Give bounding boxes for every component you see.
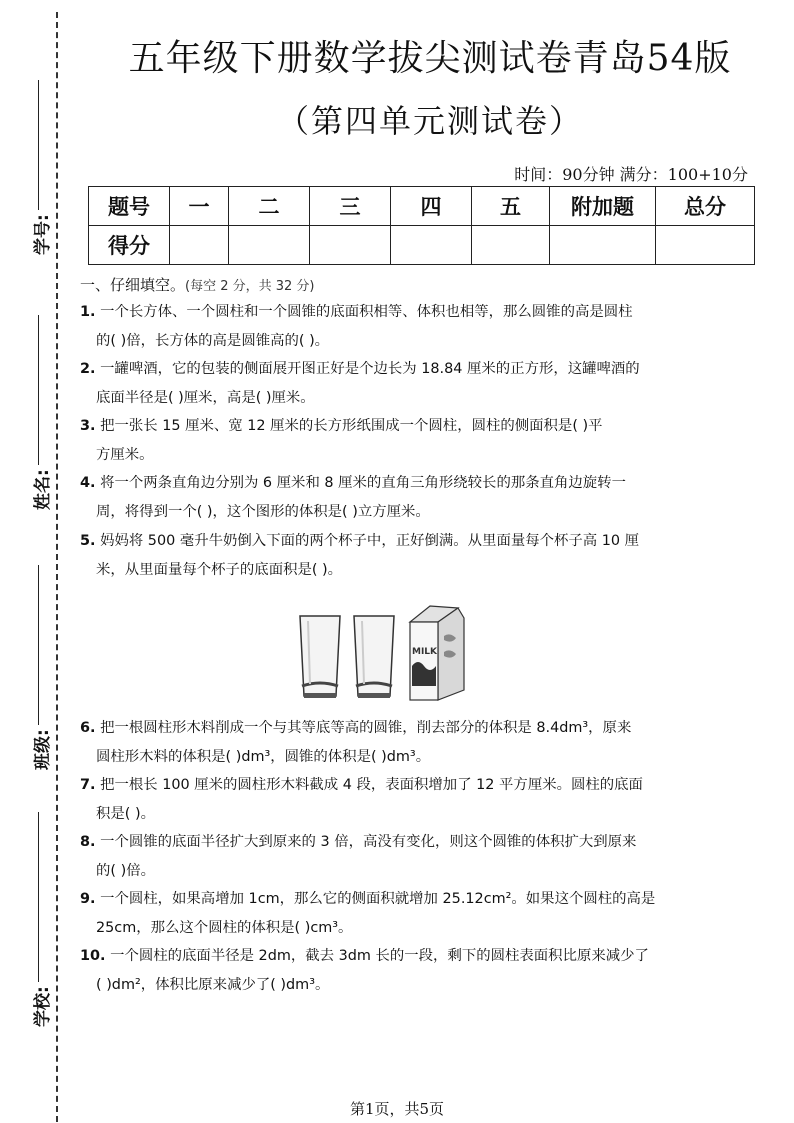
milk-carton-icon xyxy=(410,606,464,700)
section-note: (每空 2 分，共 32 分) xyxy=(185,279,315,294)
question-number: 8. xyxy=(80,834,96,850)
section-title: 一、仔细填空。 xyxy=(80,276,186,294)
score-header-cell: 附加题 xyxy=(550,187,656,226)
question-item xyxy=(80,771,692,829)
question-item xyxy=(80,355,692,413)
question-item xyxy=(80,714,692,772)
score-table-header-row xyxy=(89,187,755,226)
name-field[interactable] xyxy=(18,315,53,515)
question-text: 把一张长 15 厘米、宽 12 厘米的长方形纸围成一个圆柱，圆柱的侧面积是( )平 xyxy=(100,418,603,434)
score-cell[interactable] xyxy=(656,226,755,265)
question-item xyxy=(80,942,692,1000)
binding-strip xyxy=(0,0,62,1123)
question-item xyxy=(80,527,692,585)
score-cell[interactable] xyxy=(391,226,472,265)
question-text: 将一个两条直角边分别为 6 厘米和 8 厘米的直角三角形绕较长的那条直角边旋转一 xyxy=(100,475,626,491)
page-title: 五年级下册数学拔尖测试卷青岛54版 xyxy=(128,38,732,79)
glass-right-icon xyxy=(354,616,394,698)
question-text-cont: 的( )倍，长方体的高是圆锥高的( )。 xyxy=(96,333,330,349)
score-header-cell: 二 xyxy=(229,187,310,226)
question-text: 把一根圆柱形木料削成一个与其等底等高的圆锥，削去部分的体积是 8.4dm³，原来 xyxy=(100,720,632,736)
question-number: 3. xyxy=(80,418,96,434)
question-number: 2. xyxy=(80,361,96,377)
question-text: 一罐啤酒，它的包装的侧面展开图正好是个边长为 18.84 厘米的正方形，这罐啤酒的 xyxy=(100,361,640,377)
name-label: 姓名: xyxy=(33,469,53,510)
question-number: 9. xyxy=(80,891,96,907)
question-text-cont: 底面半径是( )厘米，高是( )厘米。 xyxy=(96,390,315,406)
school-field[interactable] xyxy=(18,812,53,1032)
score-header-cell: 四 xyxy=(391,187,472,226)
question-number: 5. xyxy=(80,533,96,549)
score-header-cell: 总分 xyxy=(656,187,755,226)
question-text: 把一根长 100 厘米的圆柱形木料截成 4 段，表面积增加了 12 平方厘米。圆柱的底面 xyxy=(100,777,643,793)
question-text-cont: 周，将得到一个( )，这个图形的体积是( )立方厘米。 xyxy=(96,504,430,520)
class-label: 班级: xyxy=(33,729,53,770)
question-text-cont: 的( )倍。 xyxy=(96,863,155,879)
question-item xyxy=(80,885,692,943)
question-number: 6. xyxy=(80,720,96,736)
question-item xyxy=(80,298,692,356)
question-text-cont: 米，从里面量每个杯子的底面积是( )。 xyxy=(96,562,343,578)
question-text-cont: 25cm，那么这个圆柱的体积是( )cm³。 xyxy=(96,920,353,936)
school-line xyxy=(38,812,39,982)
score-cell[interactable] xyxy=(550,226,656,265)
question-item xyxy=(80,828,692,886)
student-id-line xyxy=(38,80,39,210)
question-number: 10. xyxy=(80,948,106,964)
question-number: 4. xyxy=(80,475,96,491)
class-field[interactable] xyxy=(18,565,53,775)
score-table xyxy=(88,186,755,265)
cups-and-milk-illustration xyxy=(298,596,468,702)
cut-line xyxy=(56,12,58,1122)
exam-meta: 时间：90分钟 满分：100+10分 xyxy=(514,165,748,184)
question-item xyxy=(80,469,692,527)
question-number: 7. xyxy=(80,777,96,793)
glass-left-icon xyxy=(300,616,340,698)
question-text: 一个圆柱的底面半径是 2dm，截去 3dm 长的一段，剩下的圆柱表面积比原来减少了 xyxy=(110,948,649,964)
question-text-cont: 圆柱形木料的体积是( )dm³，圆锥的体积是( )dm³。 xyxy=(96,749,431,765)
score-header-cell: 一 xyxy=(170,187,229,226)
score-header-cell: 三 xyxy=(310,187,391,226)
page-subtitle: （第四单元测试卷） xyxy=(276,102,583,140)
question-text: 妈妈将 500 毫升牛奶倒入下面的两个杯子中，正好倒满。从里面量每个杯子高 10 厘 xyxy=(100,533,640,549)
school-label: 学校: xyxy=(33,986,53,1027)
page-footer: 第1页，共5页 xyxy=(349,1100,445,1118)
section-heading xyxy=(80,274,315,295)
score-table-score-row xyxy=(89,226,755,265)
name-line xyxy=(38,315,39,465)
class-line xyxy=(38,565,39,725)
score-cell[interactable] xyxy=(170,226,229,265)
question-text: 一个长方体、一个圆柱和一个圆锥的底面积相等、体积也相等，那么圆锥的高是圆柱 xyxy=(100,304,633,320)
question-text-cont: 积是( )。 xyxy=(96,806,155,822)
carton-text: MILK xyxy=(412,647,438,657)
question-text-cont: ( )dm²，体积比原来减少了( )dm³。 xyxy=(96,977,330,993)
score-cell[interactable] xyxy=(310,226,391,265)
student-id-label: 学号: xyxy=(33,214,53,255)
score-header-cell: 题号 xyxy=(89,187,170,226)
score-cell[interactable] xyxy=(472,226,550,265)
question-text: 一个圆柱，如果高增加 1cm，那么它的侧面积就增加 25.12cm²。如果这个圆柱的高是 xyxy=(100,891,656,907)
question-item xyxy=(80,412,692,470)
question-number: 1. xyxy=(80,304,96,320)
student-id-field[interactable] xyxy=(18,80,53,270)
score-header-cell: 五 xyxy=(472,187,550,226)
question-text: 一个圆锥的底面半径扩大到原来的 3 倍，高没有变化，则这个圆锥的体积扩大到原来 xyxy=(100,834,637,850)
score-row-label: 得分 xyxy=(89,226,170,265)
score-cell[interactable] xyxy=(229,226,310,265)
question-text-cont: 方厘米。 xyxy=(96,447,154,463)
